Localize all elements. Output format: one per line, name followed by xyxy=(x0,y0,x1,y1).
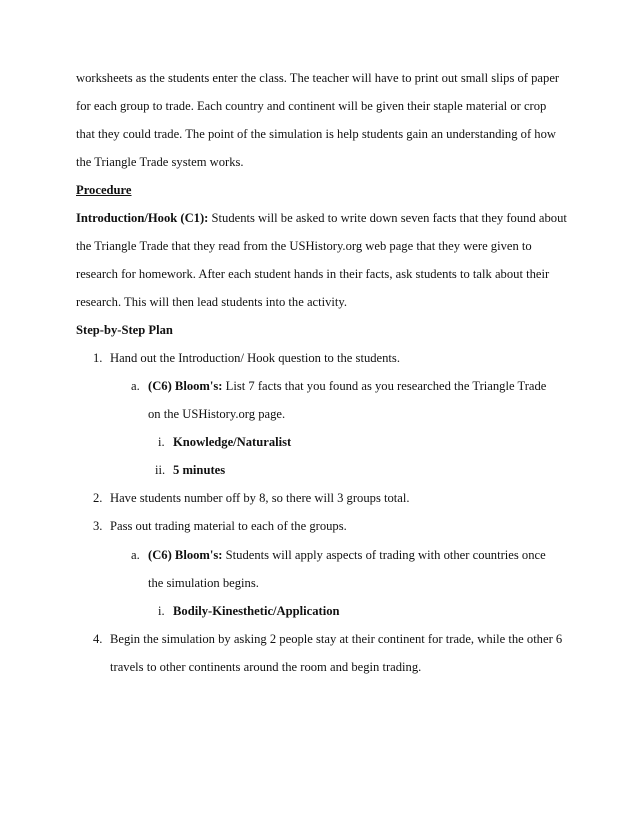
sub-item xyxy=(131,548,546,562)
roman-text: Knowledge/Naturalist xyxy=(173,435,292,449)
sub-letter: a. xyxy=(131,379,140,393)
roman-number: i. xyxy=(158,435,165,449)
hook-line: research for homework. After each student hands in their facts, ask students to talk about their xyxy=(76,267,550,281)
roman-item xyxy=(155,463,225,477)
roman-item xyxy=(158,604,340,618)
plan-heading: Step-by-Step Plan xyxy=(76,323,173,337)
blooms-label: (C6) Bloom's: xyxy=(148,379,223,393)
step-number: 1. xyxy=(93,351,103,365)
sub-letter: a. xyxy=(131,548,140,562)
hook-label: Introduction/Hook (C1): xyxy=(76,211,209,225)
step-item-cont: travels to other continents around the room and begin trading. xyxy=(110,660,422,674)
step-number: 4. xyxy=(93,632,103,646)
hook-text: Students will be asked to write down seven facts that they found about xyxy=(208,211,567,225)
roman-item xyxy=(158,435,291,449)
sub-item xyxy=(131,379,546,393)
paragraph-line: for each group to trade. Each country and continent will be given their staple material or crop xyxy=(76,99,547,113)
hook-line: the Triangle Trade that they read from the USHistory.org web page that they were given to xyxy=(76,239,532,253)
step-text: Begin the simulation by asking 2 people stay at their continent for trade, while the other 6 xyxy=(110,632,563,646)
procedure-heading: Procedure xyxy=(76,183,132,197)
paragraph-line: the Triangle Trade system works. xyxy=(76,155,244,169)
step-number: 3. xyxy=(93,519,103,533)
paragraph-line: worksheets as the students enter the class. The teacher will have to print out small slips of paper xyxy=(76,71,560,85)
paragraph-line: that they could trade. The point of the simulation is help students gain an understanding of how xyxy=(76,127,556,141)
roman-text: 5 minutes xyxy=(173,463,226,477)
step-text: Hand out the Introduction/ Hook question to the students. xyxy=(110,351,400,365)
hook-line: research. This will then lead students into the activity. xyxy=(76,295,348,309)
roman-number: ii. xyxy=(155,463,166,477)
hook-line xyxy=(76,211,567,225)
sub-item-cont: the simulation begins. xyxy=(148,576,259,590)
step-item xyxy=(93,351,400,365)
step-number: 2. xyxy=(93,491,103,505)
step-item xyxy=(93,519,347,533)
roman-text: Bodily-Kinesthetic/Application xyxy=(173,604,340,618)
blooms-label: (C6) Bloom's: xyxy=(148,548,223,562)
sub-text: Students will apply aspects of trading with other countries once xyxy=(222,548,546,562)
step-text: Have students number off by 8, so there will 3 groups total. xyxy=(110,491,410,505)
step-item xyxy=(93,491,410,505)
step-item xyxy=(93,632,562,646)
roman-number: i. xyxy=(158,604,165,618)
step-text: Pass out trading material to each of the groups. xyxy=(110,519,347,533)
sub-text: List 7 facts that you found as you researched the Triangle Trade xyxy=(222,379,547,393)
sub-item-cont: on the USHistory.org page. xyxy=(148,407,286,421)
